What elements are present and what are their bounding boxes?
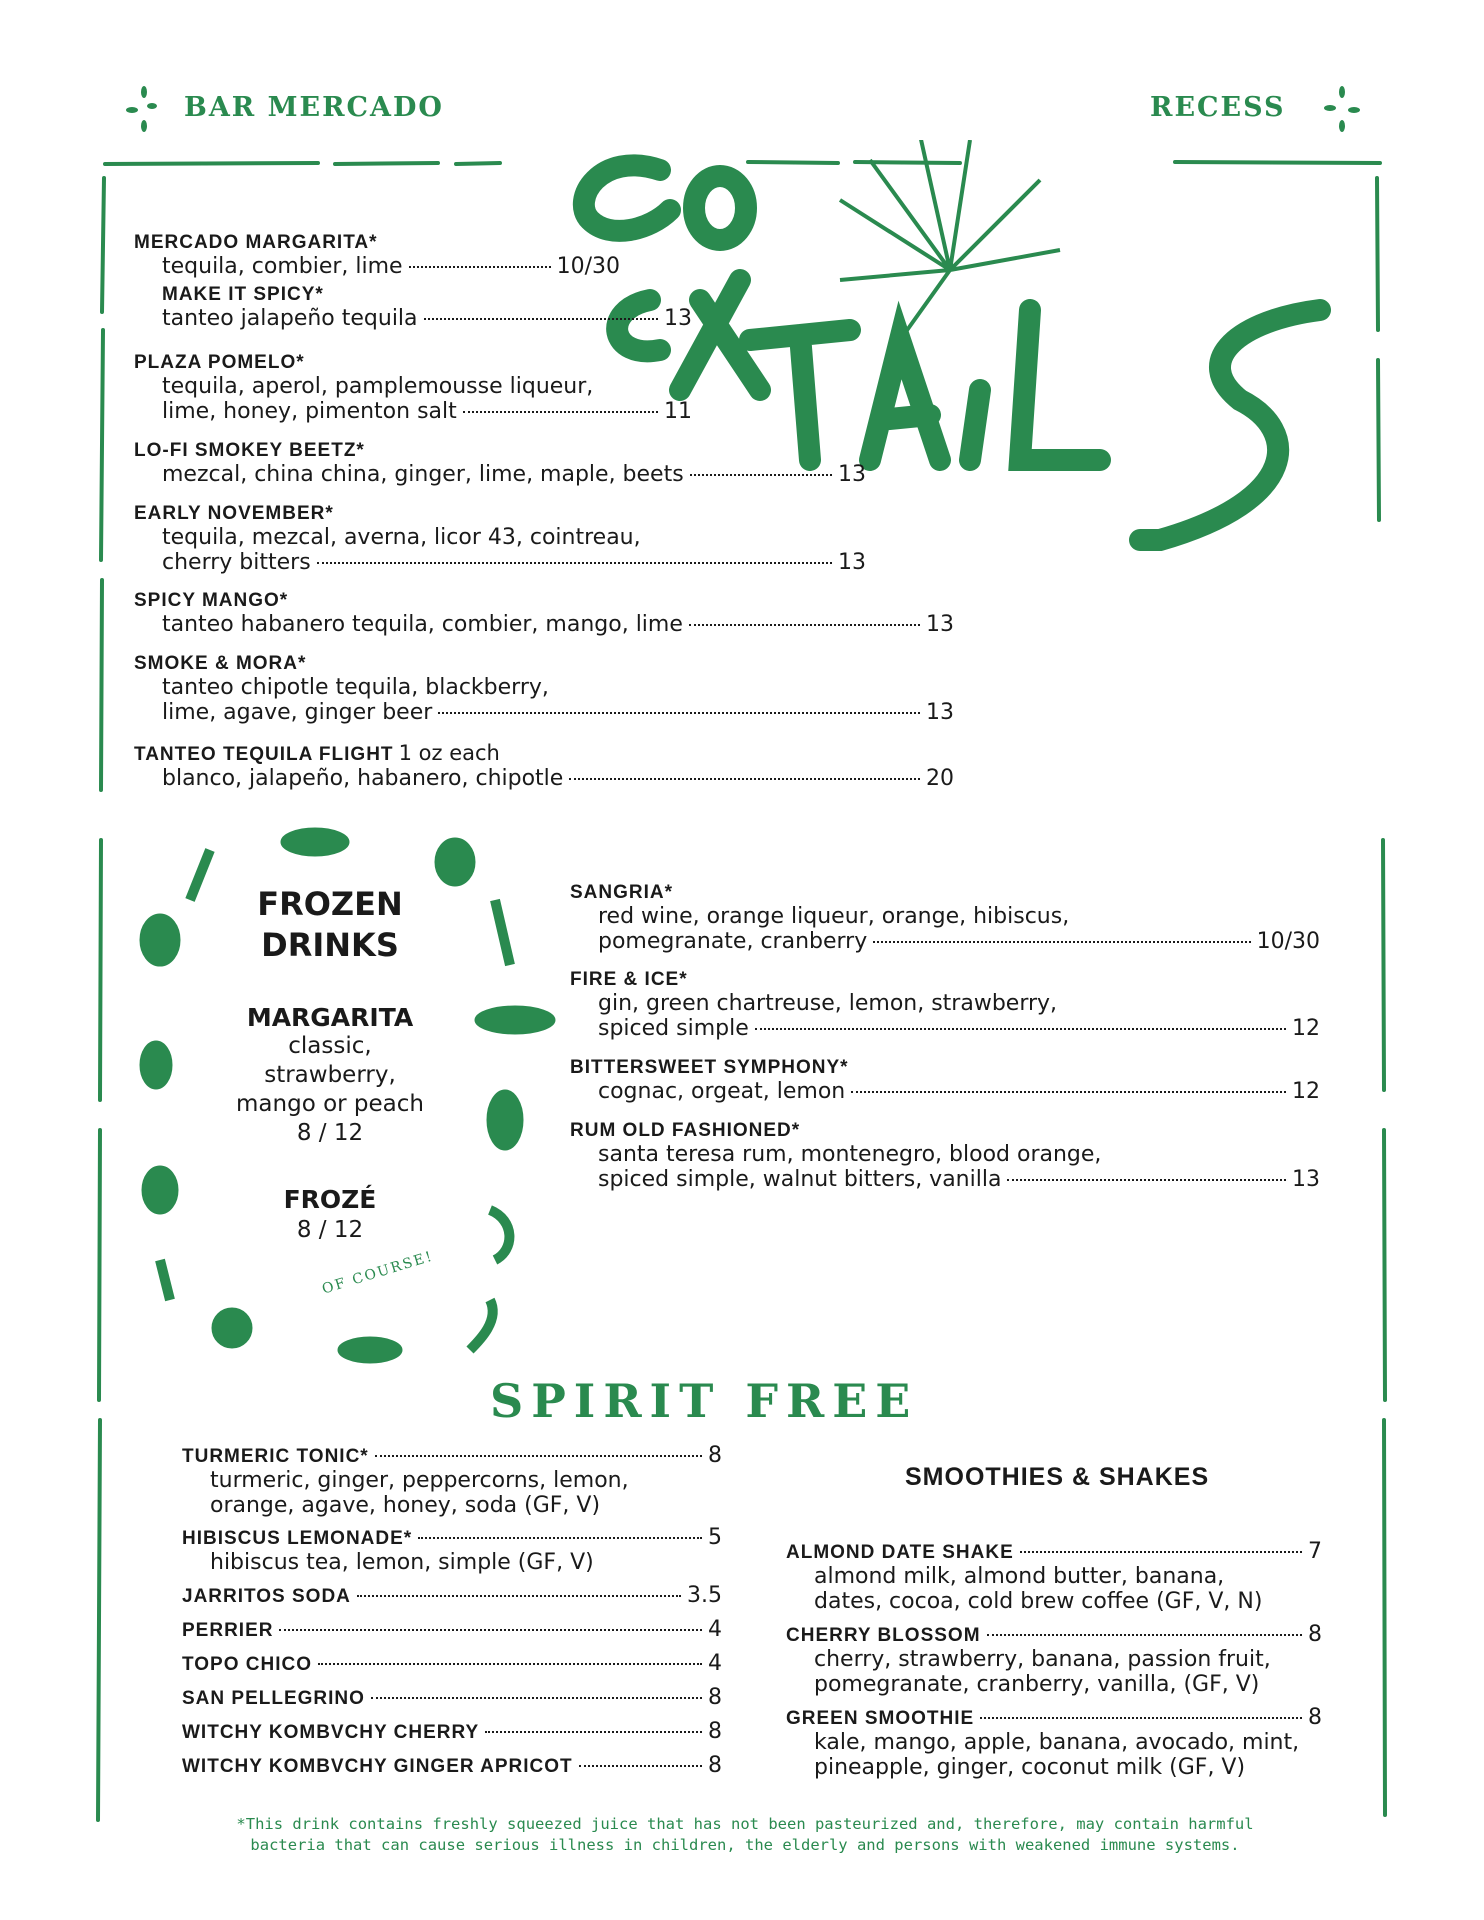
item-name: TANTEO TEQUILA FLIGHT — [134, 744, 394, 765]
item-hibiscus-lemonade — [182, 1525, 722, 1575]
item-make-it-spicy — [162, 284, 692, 331]
item-jarritos-soda — [182, 1583, 722, 1608]
frozen-froze-title: FROZÉ — [283, 1185, 377, 1214]
frozen-title — [215, 884, 445, 966]
item-price: 10/30 — [556, 254, 620, 279]
item-name: SMOKE & MORA* — [134, 653, 307, 674]
footnote-line1: *This drink contains freshly squeezed juice that has not been pasteurized and, therefore, may contain harmful — [236, 1815, 1254, 1833]
item-price: 13 — [838, 462, 866, 487]
item-kombucha-cherry — [182, 1719, 722, 1744]
frozen-froze-price: 8 / 12 — [296, 1217, 364, 1243]
item-name: BITTERSWEET SYMPHONY* — [570, 1057, 849, 1078]
item-smoke-mora — [134, 653, 954, 725]
item-rum-old-fashioned — [570, 1120, 1320, 1192]
item-desc-line: gin, green chartreuse, lemon, strawberry, — [598, 991, 1058, 1016]
frozen-margarita-line2: strawberry, — [264, 1062, 396, 1088]
item-desc: pomegranate, cranberry — [598, 929, 868, 954]
item-name: SAN PELLEGRINO — [182, 1688, 365, 1709]
item-price: 12 — [1292, 1079, 1320, 1104]
item-desc-line: tequila, mezcal, averna, licor 43, cointreau, — [162, 525, 641, 550]
item-name: EARLY NOVEMBER* — [134, 503, 334, 524]
item-price: 8 — [1308, 1622, 1322, 1647]
footnote — [120, 1814, 1370, 1856]
item-desc-line: santa teresa rum, montenegro, blood orange, — [598, 1142, 1102, 1167]
item-name: WITCHY KOMBVCHY GINGER APRICOT — [182, 1756, 573, 1777]
item-desc: cherry bitters — [162, 550, 311, 575]
item-name: RUM OLD FASHIONED* — [570, 1120, 801, 1141]
item-price: 3.5 — [687, 1583, 722, 1608]
item-price: 8 — [708, 1753, 722, 1778]
item-name: ALMOND DATE SHAKE — [786, 1542, 1014, 1563]
item-desc-line: orange, agave, honey, soda (GF, V) — [210, 1493, 601, 1518]
item-desc-line: tequila, aperol, pamplemousse liqueur, — [162, 374, 594, 399]
item-price: 7 — [1308, 1539, 1322, 1564]
item-tanteo-flight — [134, 741, 954, 791]
header-left: BAR MERCADO — [184, 92, 444, 123]
of-course-stamp: OF COURSE! — [320, 1248, 436, 1298]
item-name: SPICY MANGO* — [134, 590, 289, 611]
item-name: LO-FI SMOKEY BEETZ* — [134, 440, 365, 461]
item-name: CHERRY BLOSSOM — [786, 1625, 981, 1646]
item-name: HIBISCUS LEMONADE* — [182, 1528, 413, 1549]
frozen-margarita-line1: classic, — [288, 1033, 372, 1059]
item-price: 13 — [1292, 1167, 1320, 1192]
header-right: RECESS — [1150, 92, 1286, 123]
item-desc: blanco, jalapeño, habanero, chipotle — [162, 766, 564, 791]
item-desc-line: pomegranate, cranberry, vanilla, (GF, V) — [814, 1672, 1260, 1697]
frozen-title-line1: FROZEN — [257, 885, 403, 923]
item-desc: tanteo habanero tequila, combier, mango, lime — [162, 612, 683, 637]
item-desc-line: hibiscus tea, lemon, simple (GF, V) — [210, 1550, 594, 1575]
frozen-title-line2: DRINKS — [261, 926, 399, 964]
item-desc-line: dates, cocoa, cold brew coffee (GF, V, N) — [814, 1589, 1263, 1614]
item-desc-line: pineapple, ginger, coconut milk (GF, V) — [814, 1755, 1246, 1780]
item-price: 4 — [708, 1617, 722, 1642]
item-perrier — [182, 1617, 722, 1642]
item-price: 13 — [664, 306, 692, 331]
item-desc: spiced simple — [598, 1016, 749, 1041]
item-almond-date-shake — [786, 1539, 1322, 1614]
item-turmeric-tonic — [182, 1443, 722, 1518]
frozen-margarita-line3: mango or peach — [236, 1091, 424, 1117]
smoothies-title: SMOOTHIES & SHAKES — [905, 1463, 1210, 1491]
item-lofi-smokey-beetz — [134, 440, 866, 487]
item-desc: spiced simple, walnut bitters, vanilla — [598, 1167, 1002, 1192]
item-desc: cognac, orgeat, lemon — [598, 1079, 846, 1104]
item-desc-line: cherry, strawberry, banana, passion fruit, — [814, 1647, 1271, 1672]
item-kombucha-ginger-apricot — [182, 1753, 722, 1778]
item-mercado-margarita — [134, 232, 620, 279]
item-early-november — [134, 503, 866, 575]
frozen-froze — [215, 1185, 445, 1245]
item-desc-line: kale, mango, apple, banana, avocado, mint, — [814, 1730, 1300, 1755]
frozen-margarita-price: 8 / 12 — [296, 1120, 364, 1146]
item-desc-line: tanteo chipotle tequila, blackberry, — [162, 675, 549, 700]
item-san-pellegrino — [182, 1685, 722, 1710]
item-name: TOPO CHICO — [182, 1654, 312, 1675]
item-name: MERCADO MARGARITA* — [134, 232, 378, 253]
frozen-margarita — [215, 1003, 445, 1148]
item-name: SANGRIA* — [570, 882, 674, 903]
item-name: WITCHY KOMBVCHY CHERRY — [182, 1722, 480, 1743]
item-name: MAKE IT SPICY* — [162, 284, 324, 305]
footnote-line2: bacteria that can cause serious illness in children, the elderly and persons with weakened immune systems. — [250, 1836, 1240, 1854]
item-note: 1 oz each — [398, 741, 500, 765]
item-desc-line: almond milk, almond butter, banana, — [814, 1564, 1225, 1589]
item-desc: lime, honey, pimenton salt — [162, 399, 457, 424]
item-bittersweet-symphony — [570, 1057, 1320, 1104]
item-price: 13 — [926, 612, 954, 637]
item-desc: lime, agave, ginger beer — [162, 700, 433, 725]
item-desc-line: turmeric, ginger, peppercorns, lemon, — [210, 1468, 629, 1493]
item-name: PERRIER — [182, 1620, 274, 1641]
frozen-margarita-title: MARGARITA — [246, 1003, 414, 1032]
item-price: 5 — [708, 1525, 722, 1550]
item-name: PLAZA POMELO* — [134, 352, 305, 373]
item-price: 10/30 — [1256, 929, 1320, 954]
item-sangria — [570, 882, 1320, 954]
item-price: 13 — [838, 550, 866, 575]
sparkle-icon-left — [124, 84, 164, 134]
item-price: 20 — [926, 766, 954, 791]
spirit-free-title: SPIRIT FREE — [490, 1374, 919, 1428]
item-plaza-pomelo — [134, 352, 692, 424]
item-desc: tanteo jalapeño tequila — [162, 306, 418, 331]
item-price: 12 — [1292, 1016, 1320, 1041]
item-price: 8 — [708, 1443, 722, 1468]
item-price: 4 — [708, 1651, 722, 1676]
item-cherry-blossom — [786, 1622, 1322, 1697]
item-desc-line: red wine, orange liqueur, orange, hibiscus, — [598, 904, 1070, 929]
item-price: 8 — [708, 1719, 722, 1744]
item-spicy-mango — [134, 590, 954, 637]
item-green-smoothie — [786, 1705, 1322, 1780]
item-fire-ice — [570, 969, 1320, 1041]
sparkle-icon-right — [1322, 84, 1362, 134]
item-desc: mezcal, china china, ginger, lime, maple, beets — [162, 462, 684, 487]
item-name: FIRE & ICE* — [570, 969, 688, 990]
item-price: 8 — [708, 1685, 722, 1710]
item-topo-chico — [182, 1651, 722, 1676]
item-name: TURMERIC TONIC* — [182, 1446, 369, 1467]
item-name: GREEN SMOOTHIE — [786, 1708, 975, 1729]
item-price: 11 — [664, 399, 692, 424]
item-price: 13 — [926, 700, 954, 725]
item-name: JARRITOS SODA — [182, 1586, 351, 1607]
item-desc: tequila, combier, lime — [162, 254, 403, 279]
item-price: 8 — [1308, 1705, 1322, 1730]
